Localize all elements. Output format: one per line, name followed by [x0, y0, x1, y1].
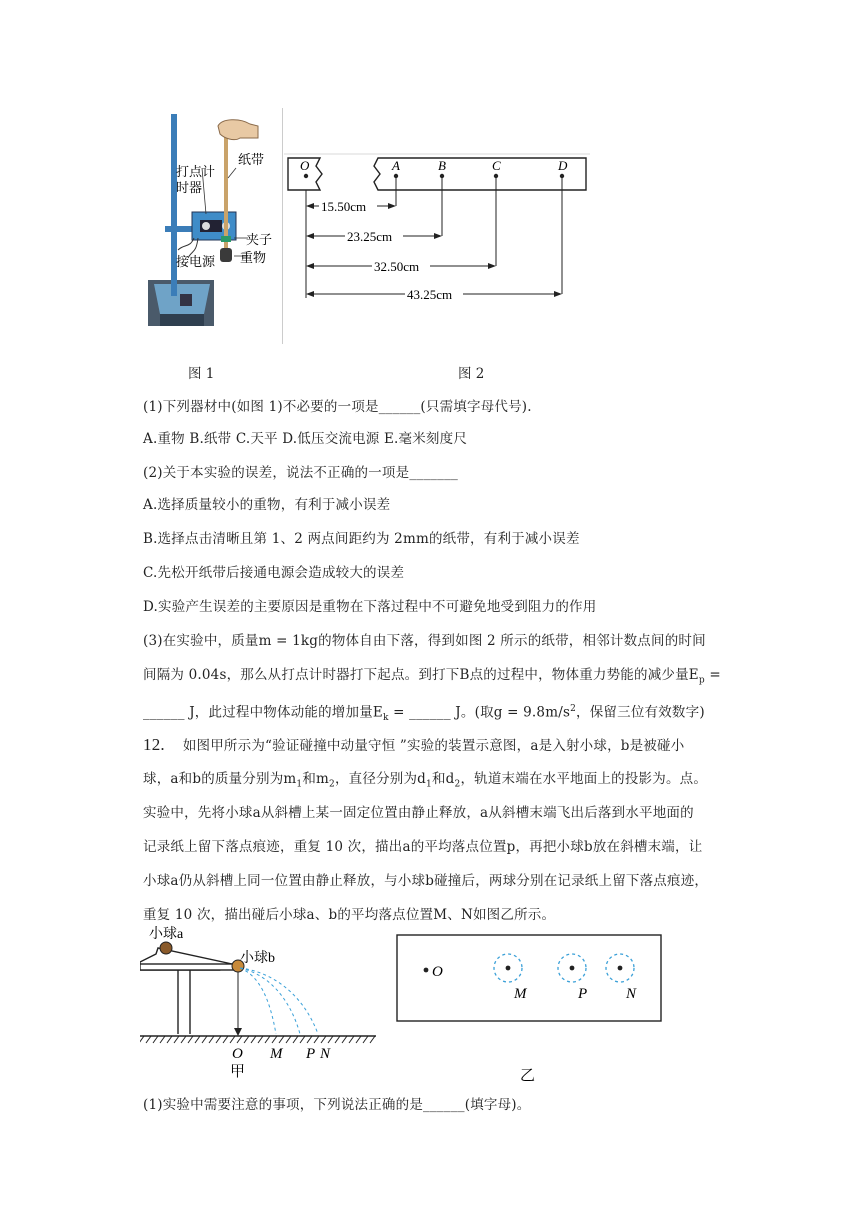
- q12-line5: 小球a仍从斜槽上同一位置由静止释放，与小球b碰撞后，两球分别在记录纸上留下落点痕迹，: [143, 873, 709, 889]
- jia-ground-label-o: O: [232, 1046, 243, 1062]
- label-weight: 重物: [240, 250, 267, 265]
- q11-part3-line3: ______ J，此过程中物体动能的增加量$E_k$ = ______ J。(取$g = 9.8m/s^2$，保留三位有效数字): [143, 704, 705, 724]
- label-power: 接电源: [176, 254, 216, 269]
- label-ball-b: 小球b: [240, 951, 275, 966]
- tape-point-dot-o: [304, 174, 308, 178]
- figure-jia-collision: [140, 924, 380, 1082]
- jia-ground-label-n: N: [320, 1046, 331, 1062]
- landing-point-p: [570, 966, 575, 971]
- paper-tape: [224, 130, 228, 250]
- q12-line1: 12. 如图甲所示为“验证碰撞中动量守恒 ”实验的装置示意图，a是入射小球，b是被碰小: [143, 735, 685, 754]
- jia-ground-label-m: M: [270, 1046, 283, 1062]
- yi-label-n: N: [626, 986, 637, 1002]
- landing-point-o: [424, 968, 429, 973]
- label-timer-1: 打点计: [176, 164, 216, 179]
- label-ball-a: 小球a: [149, 927, 184, 942]
- jia-caption: 甲: [230, 1064, 246, 1080]
- q11-part2-option-c: C.先松开纸带后接通电源会造成较大的误差: [143, 565, 405, 581]
- q11-part3-line1: (3)在实验中，质量m = 1kg的物体自由下落，得到如图 2 所示的纸带，相邻计数点间的时间: [143, 633, 706, 649]
- tape-point-label-c: C: [492, 158, 501, 173]
- figure-1-apparatus: [140, 108, 280, 346]
- tape-point-label-a: A: [392, 158, 400, 173]
- q11-part1-options: A.重物 B.纸带 C.天平 D.低压交流电源 E.毫米刻度尺: [143, 431, 468, 447]
- measure-label: 15.50cm: [321, 199, 367, 214]
- q11-part2-option-d: D.实验产生误差的主要原因是重物在下落过程中不可避免地受到阻力的作用: [143, 599, 597, 615]
- figure-divider: [282, 108, 283, 344]
- measure-label: 23.25cm: [347, 229, 393, 244]
- hand: [218, 120, 258, 140]
- label-timer-2: 时器: [176, 180, 203, 195]
- q12-number: 12.: [143, 735, 165, 754]
- yi-caption: 乙: [520, 1068, 536, 1084]
- q11-part3-line2: 间隔为 0.04s，那么从打点计时器打下起点。到打下B点的过程中，物体重力势能的减少量$E_p$ =: [143, 667, 721, 686]
- measure-label: 43.25cm: [407, 287, 453, 302]
- figure-1-caption: 图 1: [188, 366, 215, 382]
- q12-line6: 重复 10 次，描出碰后小球a、b的平均落点位置M、N如图乙所示。: [143, 907, 556, 923]
- label-clip: 夹子: [246, 232, 273, 247]
- q11-part1-stem: (1)下列器材中(如图 1)不必要的一项是______(只需填字母代号).: [143, 399, 532, 415]
- q12-part1-stem: (1)实验中需要注意的事项，下列说法正确的是______(填字母)。: [143, 1097, 531, 1113]
- yi-label-o: O: [432, 964, 443, 980]
- tape-point-label-b: B: [438, 158, 446, 173]
- q12-line4: 记录纸上留下落点痕迹，重复 10 次，描出a的平均落点位置p，再把小球b放在斜槽末端，让: [143, 839, 703, 855]
- weight: [220, 248, 232, 262]
- figure-2-caption: 图 2: [458, 366, 485, 382]
- q12-line3: 实验中，先将小球a从斜槽上某一固定位置由静止释放，a从斜槽末端飞出后落到水平地面的: [143, 805, 694, 821]
- q11-part2-option-b: B.选择点击清晰且第 1、2 两点间距约为 2mm的纸带，有利于减小误差: [143, 531, 580, 547]
- yi-label-p: P: [578, 986, 588, 1002]
- yi-label-m: M: [514, 986, 527, 1002]
- measure-label: 32.50cm: [374, 259, 420, 274]
- label-tape: 纸带: [238, 152, 265, 167]
- q11-part2-option-a: A.选择质量较小的重物，有利于减小误差: [143, 497, 391, 513]
- tape-point-label-o: O: [300, 158, 310, 173]
- tape-point-label-d: D: [558, 158, 568, 173]
- figure-yi-record-paper: [396, 934, 662, 1088]
- q11-part2-stem: (2)关于本实验的误差，说法不正确的一项是_______: [143, 465, 458, 481]
- landing-point-m: [506, 966, 511, 971]
- jia-ground-label-p: P: [306, 1046, 316, 1062]
- figure-2-tape: [284, 150, 590, 305]
- q12-line2: 球，a和b的质量分别为$m_1$和$m_2$，直径分别为$d_1$和$d_2$，轨道末端在水平地面上的投影为。点。: [143, 771, 708, 790]
- landing-point-n: [618, 966, 623, 971]
- ball-a: [160, 942, 172, 954]
